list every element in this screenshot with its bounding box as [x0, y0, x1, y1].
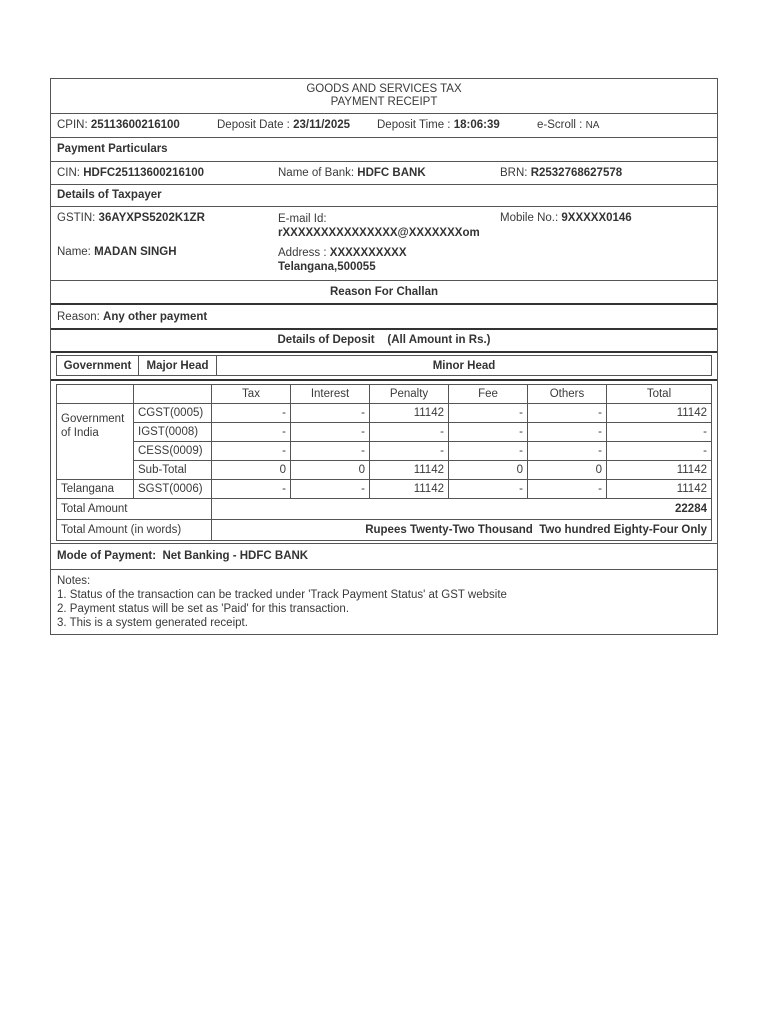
- major-head-cell: Sub-Total: [134, 461, 212, 480]
- reason-label: Reason:: [57, 311, 100, 323]
- value-cell: -: [291, 423, 370, 442]
- payment-particulars-row: [51, 162, 717, 185]
- escroll-value: NA: [585, 120, 600, 131]
- deposit-table: [56, 384, 712, 541]
- total-words-label: Total Amount (in words): [57, 520, 212, 541]
- value-cell: -: [212, 442, 291, 461]
- brn-field: [500, 167, 622, 179]
- payment-particulars-heading: Payment Particulars: [51, 138, 717, 162]
- total-words-row: [57, 520, 712, 541]
- value-cell: -: [449, 404, 528, 423]
- value-cell: 0: [528, 461, 607, 480]
- col-interest: Interest: [291, 385, 370, 404]
- deposit-header-table: [56, 355, 712, 376]
- blank-cell: [57, 385, 134, 404]
- deposit-heading-note: (All Amount in Rs.): [387, 334, 491, 346]
- deposit-header-wrap: [51, 353, 717, 381]
- email-value: rXXXXXXXXXXXXXXX@XXXXXXXom: [278, 227, 480, 239]
- bank-field: [278, 167, 426, 179]
- escroll-label: e-Scroll :: [537, 119, 583, 131]
- notes-heading: Notes:: [57, 575, 91, 587]
- deposit-date-field: [217, 119, 350, 131]
- value-cell: 11142: [370, 480, 449, 499]
- deposit-time-value: 18:06:39: [453, 119, 500, 131]
- reason-value: Any other payment: [103, 311, 208, 323]
- value-cell: 0: [212, 461, 291, 480]
- table-row: [57, 461, 712, 480]
- value-cell: -: [528, 442, 607, 461]
- value-cell: -: [212, 480, 291, 499]
- table-row: [57, 404, 712, 423]
- total-amount-label: Total Amount: [57, 499, 212, 520]
- receipt-title: GOODS AND SERVICES TAX: [306, 83, 462, 95]
- mode-label: Mode of Payment:: [57, 550, 157, 562]
- major-head-cell: SGST(0006): [134, 480, 212, 499]
- email-field: [278, 212, 480, 240]
- table-row: [57, 423, 712, 442]
- value-cell: 11142: [607, 480, 712, 499]
- value-cell: 11142: [370, 461, 449, 480]
- notes-section: [51, 570, 717, 634]
- address-line2: Telangana,500055: [278, 261, 376, 273]
- gov-india-cell: Government of India: [57, 404, 134, 480]
- value-cell: -: [607, 423, 712, 442]
- total-row: [57, 499, 712, 520]
- col-penalty: Penalty: [370, 385, 449, 404]
- gstin-value: 36AYXPS5202K1ZR: [98, 212, 205, 224]
- address-field: [278, 246, 407, 274]
- value-cell: 11142: [370, 404, 449, 423]
- value-cell: 0: [291, 461, 370, 480]
- deposit-table-wrap: [51, 381, 717, 544]
- blank-cell: [134, 385, 212, 404]
- reason-field: [57, 311, 207, 323]
- value-cell: -: [370, 442, 449, 461]
- total-words-value: Rupees Twenty-Two Thousand Two hundred Eighty-Four Only: [212, 520, 712, 541]
- cpin-row: [51, 114, 717, 138]
- major-head-cell: IGST(0008): [134, 423, 212, 442]
- mobile-field: [500, 212, 632, 224]
- value-cell: -: [370, 423, 449, 442]
- value-cell: -: [212, 404, 291, 423]
- value-cell: -: [528, 480, 607, 499]
- bank-value: HDFC BANK: [357, 167, 426, 179]
- state-cell: Telangana: [57, 480, 134, 499]
- name-label: Name:: [57, 246, 91, 258]
- value-cell: 11142: [607, 461, 712, 480]
- deposit-time-label: Deposit Time :: [377, 119, 451, 131]
- cin-field: [57, 167, 204, 179]
- name-field: [57, 246, 177, 258]
- receipt-header: [51, 79, 717, 114]
- payment-receipt: [50, 78, 718, 635]
- value-cell: -: [449, 442, 528, 461]
- value-cell: -: [607, 442, 712, 461]
- col-total: Total: [607, 385, 712, 404]
- cin-label: CIN:: [57, 167, 80, 179]
- deposit-heading: [51, 330, 717, 353]
- mode-of-payment: [51, 544, 717, 570]
- gstin-label: GSTIN:: [57, 212, 96, 224]
- taxpayer-details: [51, 207, 717, 281]
- address-line1: XXXXXXXXXX: [329, 247, 407, 259]
- value-cell: -: [291, 404, 370, 423]
- deposit-time-field: [377, 119, 500, 131]
- value-cell: -: [449, 423, 528, 442]
- cpin-field: [57, 119, 180, 131]
- value-cell: -: [528, 404, 607, 423]
- col-minor-head: Minor Head: [217, 356, 712, 376]
- note-item: 1. Status of the transaction can be tracked under 'Track Payment Status' at GST website: [57, 589, 507, 601]
- total-amount-value: 22284: [212, 499, 712, 520]
- note-item: 2. Payment status will be set as 'Paid' for this transaction.: [57, 603, 350, 615]
- gstin-field: [57, 212, 205, 224]
- value-cell: 0: [449, 461, 528, 480]
- value-cell: 11142: [607, 404, 712, 423]
- major-head-cell: CGST(0005): [134, 404, 212, 423]
- address-label: Address :: [278, 247, 327, 259]
- cpin-value: 25113600216100: [90, 119, 180, 131]
- table-row: [57, 480, 712, 499]
- col-major-head: Major Head: [139, 356, 217, 376]
- note-item: 3. This is a system generated receipt.: [57, 617, 248, 629]
- receipt-subtitle: PAYMENT RECEIPT: [330, 96, 438, 108]
- mode-value: Net Banking - HDFC BANK: [162, 550, 309, 562]
- deposit-date-value: 23/11/2025: [293, 119, 350, 131]
- value-cell: -: [291, 442, 370, 461]
- deposit-column-row: [57, 385, 712, 404]
- cin-value: HDFC25113600216100: [83, 167, 205, 179]
- escroll-field: [537, 119, 599, 131]
- col-others: Others: [528, 385, 607, 404]
- challan-reason-row: [51, 305, 717, 330]
- bank-label: Name of Bank:: [278, 167, 355, 179]
- value-cell: -: [291, 480, 370, 499]
- challan-heading: Reason For Challan: [51, 281, 717, 305]
- table-row: [57, 442, 712, 461]
- deposit-heading-text: Details of Deposit: [277, 334, 375, 346]
- deposit-date-label: Deposit Date :: [217, 119, 290, 131]
- mobile-label: Mobile No.:: [500, 212, 559, 224]
- major-head-cell: CESS(0009): [134, 442, 212, 461]
- value-cell: -: [212, 423, 291, 442]
- brn-value: R2532768627578: [530, 167, 623, 179]
- name-value: MADAN SINGH: [94, 246, 177, 258]
- value-cell: -: [528, 423, 607, 442]
- taxpayer-heading: Details of Taxpayer: [51, 185, 717, 207]
- col-tax: Tax: [212, 385, 291, 404]
- cpin-label: CPIN:: [57, 119, 88, 131]
- brn-label: BRN:: [500, 167, 528, 179]
- mobile-value: 9XXXXX0146: [561, 212, 632, 224]
- col-fee: Fee: [449, 385, 528, 404]
- email-label: E-mail Id:: [278, 213, 327, 225]
- col-government: Government: [57, 356, 139, 376]
- value-cell: -: [449, 480, 528, 499]
